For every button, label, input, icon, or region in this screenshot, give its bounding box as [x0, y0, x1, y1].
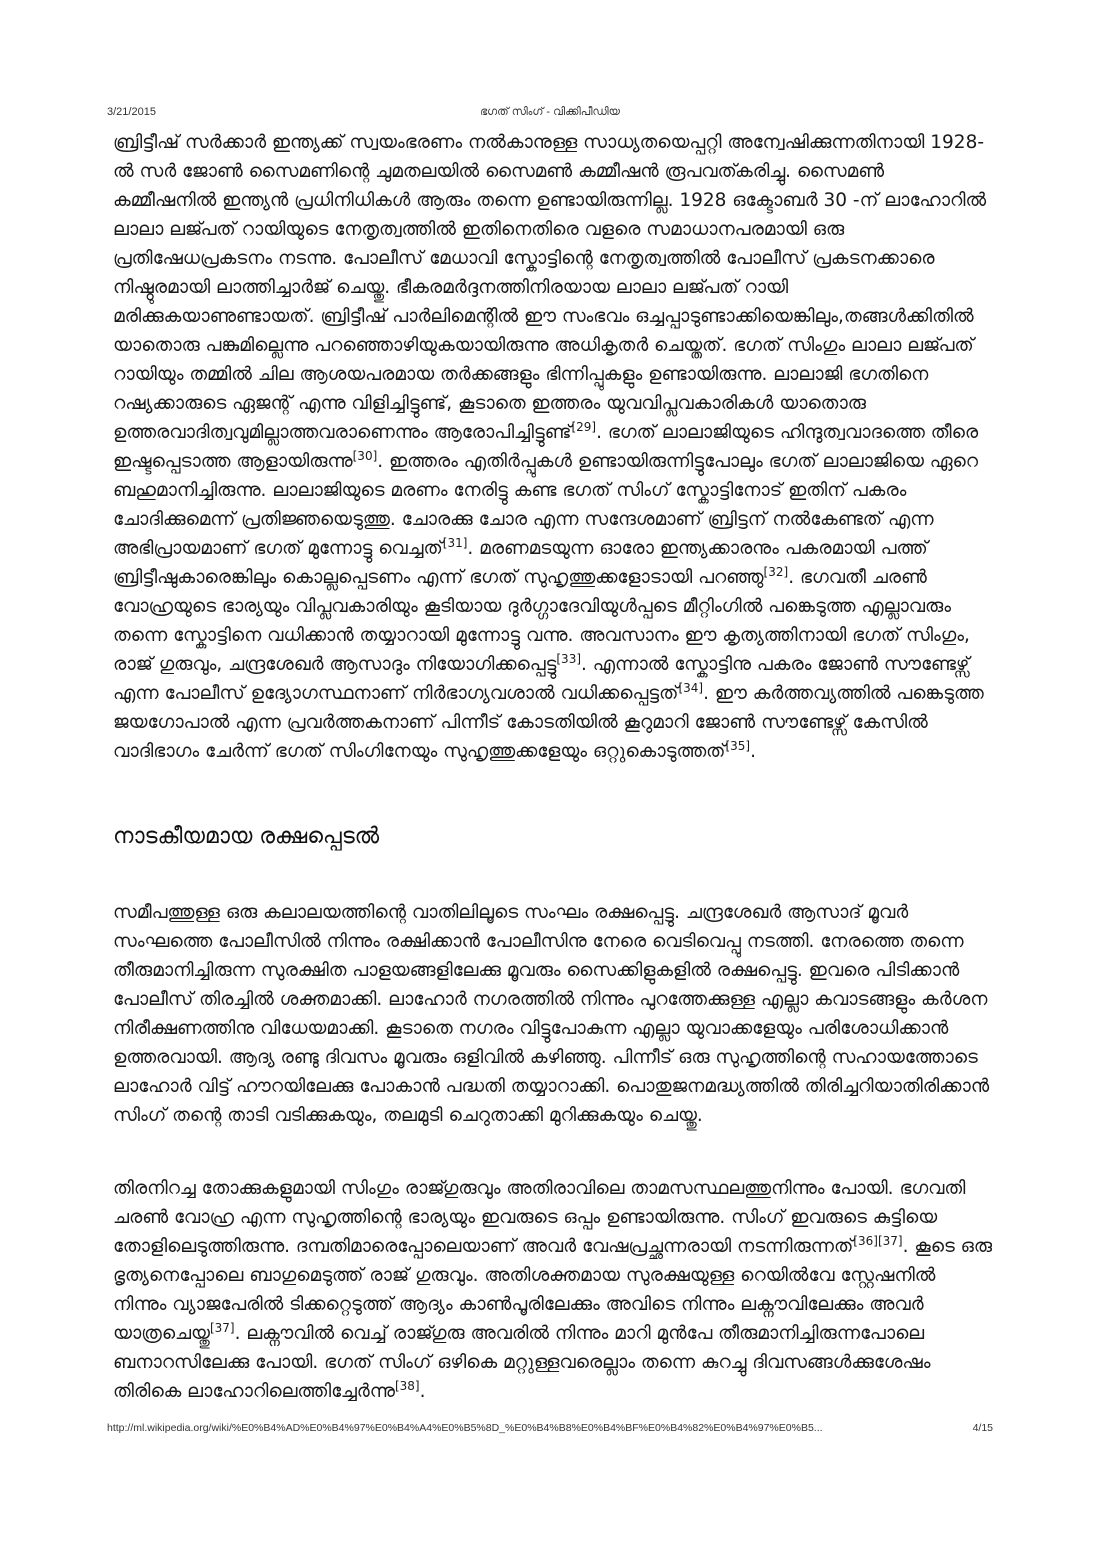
- print-date: 3/21/2015: [107, 106, 156, 118]
- paragraph-text: .: [419, 1381, 426, 1402]
- paragraph-text: . കൂടെ ഒരു ഭൃത്യനെപ്പോലെ ബാഗുമെടുത്ത് രാജ് ഗുരുവും. അതിശക്തമായ സുരക്ഷയുള്ള റെയിൽവേ സ്റ്റേഷനിൽ നിന്നും വ്യാജപേരിൽ ടിക്കറ്റെടുത്ത് ആദ്യം കാൺപൂരിലേക്കും അവിടെ നിന്നും ലക്നൗവിലേക്കും അവർ യാത്രചെയ്തു: [113, 1236, 993, 1344]
- paragraph-text: . ഈ കർത്തവ്യത്തിൽ പങ്കെടുത്ത ജയഗോപാൽ എന്ന പ്രവർത്തകനാണ് പിന്നീട് കോടതിയിൽ കൂറുമാറി ജോൺ സൗണ്ടേഴ്സ് കേസിൽ വാദിഭാഗം ചേർന്ന് ഭഗത് സിംഗിനേയും സുഹൃത്തുക്കളേയും ഒറ്റുകൊടുത്തത്: [113, 683, 984, 762]
- paragraph-text: . ഭഗത് ലാലാജിയുടെ ഹിന്ദുത്വവാദത്തെ തീരെ ഇഷ്ടപ്പെടാത്ത ആളായിരുന്നു: [113, 422, 979, 472]
- print-header: [107, 106, 993, 122]
- paragraph-text: . ലക്നൗവിൽ വെച്ച് രാജ്ഗുരു അവരിൽ നിന്നും മാറി മുൻപേ തീരുമാനിച്ചിരുന്നപോലെ ബനാറസിലേക്കു പോയി. ഭഗത് സിംഗ് ഒഴികെ മറ്റുള്ളവരെല്ലാം തന്നെ കുറച്ചു ദിവസങ്ങൾക്കുശേഷം തിരികെ ലാഹോറിലെത്തിച്ചേർന്നു: [113, 1323, 931, 1402]
- article-content: [113, 128, 993, 1406]
- citation-link[interactable]: [35]: [725, 739, 751, 753]
- paragraph-text: തിരനിറച്ച തോക്കുകളുമായി സിംഗും രാജ്ഗുരുവും അതിരാവിലെ താമസസ്ഥലത്തുനിന്നും പോയി. ഭഗവതി ചരൺ വോഹ്ര എന്ന സുഹൃത്തിന്റെ ഭാര്യയും ഇവരുടെ ഒപ്പം ഉണ്ടായിരുന്നു. സിംഗ് ഇവരുടെ കുട്ടിയെ തോളിലെടുത്തിരുന്നു. ദമ്പതിമാരെപ്പോലെയാണ് അവർ വേഷപ്രച്ഛന്നരായി നടന്നിരുന്നത്: [113, 1178, 966, 1257]
- citation-link[interactable]: [36]: [853, 1234, 878, 1248]
- paragraph-escape: സമീപത്തുള്ള ഒരു കലാലയത്തിന്റെ വാതിലിലൂടെ സംഘം രക്ഷപ്പെട്ടു. ചന്ദ്രശേഖർ ആസാദ് മൂവർ സംഘത്തെ പോലീസിൽ നിന്നും രക്ഷിക്കാൻ പോലീസിനു നേരെ വെടിവെപ്പു നടത്തി. നേരത്തെ തന്നെ തീരുമാനിച്ചിരുന്ന സുരക്ഷിത പാളയങ്ങളിലേക്കു മൂവരും സൈക്കിളുകളിൽ രക്ഷപ്പെട്ടു. ഇവരെ പിടിക്കാൻ പോലീസ് തിരച്ചിൽ ശക്തമാക്കി. ലാഹോർ നഗരത്തിൽ നിന്നും പുറത്തേക്കുള്ള എല്ലാ കവാടങ്ങളും കർശന നിരീക്ഷണത്തിനു വിധേയമാക്കി. കൂടാതെ നഗരം വിട്ടുപോകുന്ന എല്ലാ യുവാക്കളേയും പരിശോധിക്കാൻ ഉത്തരവായി. ആദ്യ രണ്ടു ദിവസം മൂവരും ഒളിവിൽ കഴിഞ്ഞു. പിന്നീട് ഒരു സുഹൃത്തിന്റെ സഹായത്തോടെ ലാഹോർ വിട്ട് ഹൗറയിലേക്കു പോകാൻ പദ്ധതി തയ്യാറാക്കി. പൊതുജനമദ്ധ്യത്തിൽ തിരിച്ചറിയാതിരിക്കാൻ സിംഗ് തന്റെ താടി വടിക്കുകയും, തലമുടി ചെറുതാക്കി മുറിക്കുകയും ചെയ്തു.: [113, 902, 990, 1126]
- section-heading: നാടകീയമായ രക്ഷപ്പെടൽ: [113, 824, 380, 849]
- citation-link[interactable]: [33]: [556, 652, 582, 666]
- citation-link[interactable]: [37]: [877, 1234, 903, 1248]
- paragraph-text: ബ്രിട്ടീഷ് സർക്കാർ ഇന്ത്യക്ക് സ്വയംഭരണം നൽകാനുള്ള സാധ്യതയെപ്പറ്റി അന്വേഷിക്കുന്നതിനായി 1928-ൽ സർ ജോൺ സൈമണിന്റെ ചുമതലയിൽ സൈമൺ കമ്മീഷൻ രൂപവത്കരിച്ചു. സൈമൺ കമ്മീഷനിൽ ഇന്ത്യൻ പ്രധിനിധികൾ ആരും തന്നെ ഉണ്ടായിരുന്നില്ല. 1928 ഒക്ടോബർ 30 -ന് ലാഹോറിൽ ലാലാ ലജ്പത് റായിയുടെ നേതൃത്വത്തിൽ ഇതിനെതിരെ വളരെ സമാധാനപരമായി ഒരു പ്രതിഷേധപ്രകടനം നടന്നു. പോലീസ് മേധാവി സ്കോട്ടിന്റെ നേതൃത്വത്തിൽ പോലീസ് പ്രകടനക്കാരെ നിഷ്ഠുരമായി ലാത്തിച്ചാർജ് ചെയ്തു. ഭീകരമർദ്ദനത്തിനിരയായ ലാലാ ലജ്പത് റായി മരിക്കുകയാണുണ്ടായത്. ബ്രിട്ടീഷ് പാർലിമെന്റിൽ ഈ സംഭവം ഒച്ചപ്പാടുണ്ടാക്കിയെങ്കിലും,തങ്ങൾക്കിതിൽ യാതൊരു പങ്കുമില്ലെന്നു പറഞ്ഞൊഴിയുകയായിരുന്നു അധികൃതർ ചെയ്തത്. ഭഗത് സിംഗും ലാലാ ലജ്പത് റായിയും തമ്മിൽ ചില ആശയപരമായ തർക്കങ്ങളും ഭിന്നിപ്പുകളും ഉണ്ടായിരുന്നു. ലാലാജി ഭഗതിനെ റഷ്യക്കാരുടെ ഏജന്റ് എന്നു വിളിച്ചിട്ടുണ്ട്, കൂടാതെ ഇത്തരം യുവവിപ്ലവകാരികൾ യാതൊരു ഉത്തരവാദിത്വവുമില്ലാത്തവരാണെന്നും ആരോപിച്ചിട്ടുണ്ട്: [113, 132, 987, 443]
- page-url: http://ml.wikipedia.org/wiki/%E0%B4%AD%E0%B4%97%E0%B4%A4%E0%B5%8D_%E0%B4%B8%E0%B4%BF%E0%B4%82%E0%B4%97%E0%B5...: [107, 1422, 823, 1434]
- paragraph-spacer: [113, 1130, 993, 1174]
- citation-link[interactable]: [34]: [678, 681, 704, 695]
- paragraph-text: .: [750, 741, 756, 762]
- paragraph-text: . മരണമടയുന്ന ഓരോ ഇന്ത്യക്കാരനും പകരമായി പത്ത് ബ്രിട്ടീഷുകാരെങ്കിലും കൊല്ലപ്പെടണം എന്ന് ഭഗത് സുഹൃത്തുക്കളോടായി പറഞ്ഞു: [113, 538, 928, 588]
- paragraph-text: . ഭഗവതീ ചരൺ വോഹ്രയുടെ ഭാര്യയും വിപ്ലവകാരിയും കൂടിയായ ദുർഗ്ഗാദേവിയുൾപ്പടെ മീറ്റിംഗിൽ പങ്കെടുത്ത എല്ലാവരും തന്നെ സ്കോട്ടിനെ വധിക്കാൻ തയ്യാറായി മുന്നോട്ടു വന്നു. അവസാനം ഈ കൃത്യത്തിനായി ഭഗത് സിംഗും, രാജ് ഗുരുവും, ചന്ദ്രശേഖർ ആസാദും നിയോഗിക്കപ്പെട്ടു: [113, 567, 970, 675]
- citation-link[interactable]: [30]: [352, 449, 378, 463]
- print-page-title: ഭഗത് സിംഗ് - വിക്കിപീഡിയ: [480, 106, 620, 118]
- citation-link[interactable]: [37]: [209, 1321, 235, 1335]
- citation-link[interactable]: [31]: [442, 536, 468, 550]
- citation-link[interactable]: [38]: [394, 1379, 420, 1393]
- citation-link[interactable]: [29]: [571, 420, 597, 434]
- print-footer: [107, 1422, 993, 1438]
- citation-link[interactable]: [32]: [763, 565, 789, 579]
- paragraph-text: . ഇത്തരം എതിർപ്പുകൾ ഉണ്ടായിരുന്നിട്ടുപോലും ഭഗത് ലാലാജിയെ ഏറെ ബഹുമാനിച്ചിരുന്നു. ലാലാജിയുടെ മരണം നേരിട്ടു കണ്ട ഭഗത് സിംഗ് സ്കോട്ടിനോട് ഇതിന് പകരം ചോദിക്കുമെന്ന് പ്രതിജ്ഞയെടുത്തു. ചോരക്കു ചോര എന്ന സന്ദേശമാണ് ബ്രിട്ടന് നൽകേണ്ടത് എന്ന അഭിപ്രായമാണ് ഭഗത് മുന്നോട്ടു വെച്ചത്: [113, 451, 978, 559]
- paragraph-travel: [113, 1174, 993, 1406]
- paragraph-simon-commission: [113, 128, 993, 766]
- page-number: 4/15: [972, 1422, 993, 1434]
- paragraph-text: . എന്നാൽ സ്കോട്ടിനു പകരം ജോൺ സൗണ്ടേഴ്സ് എന്ന പോലീസ് ഉദ്യോഗസ്ഥനാണ് നിർഭാഗ്യവശാൽ വധിക്കപ്പെട്ടത്: [113, 654, 970, 704]
